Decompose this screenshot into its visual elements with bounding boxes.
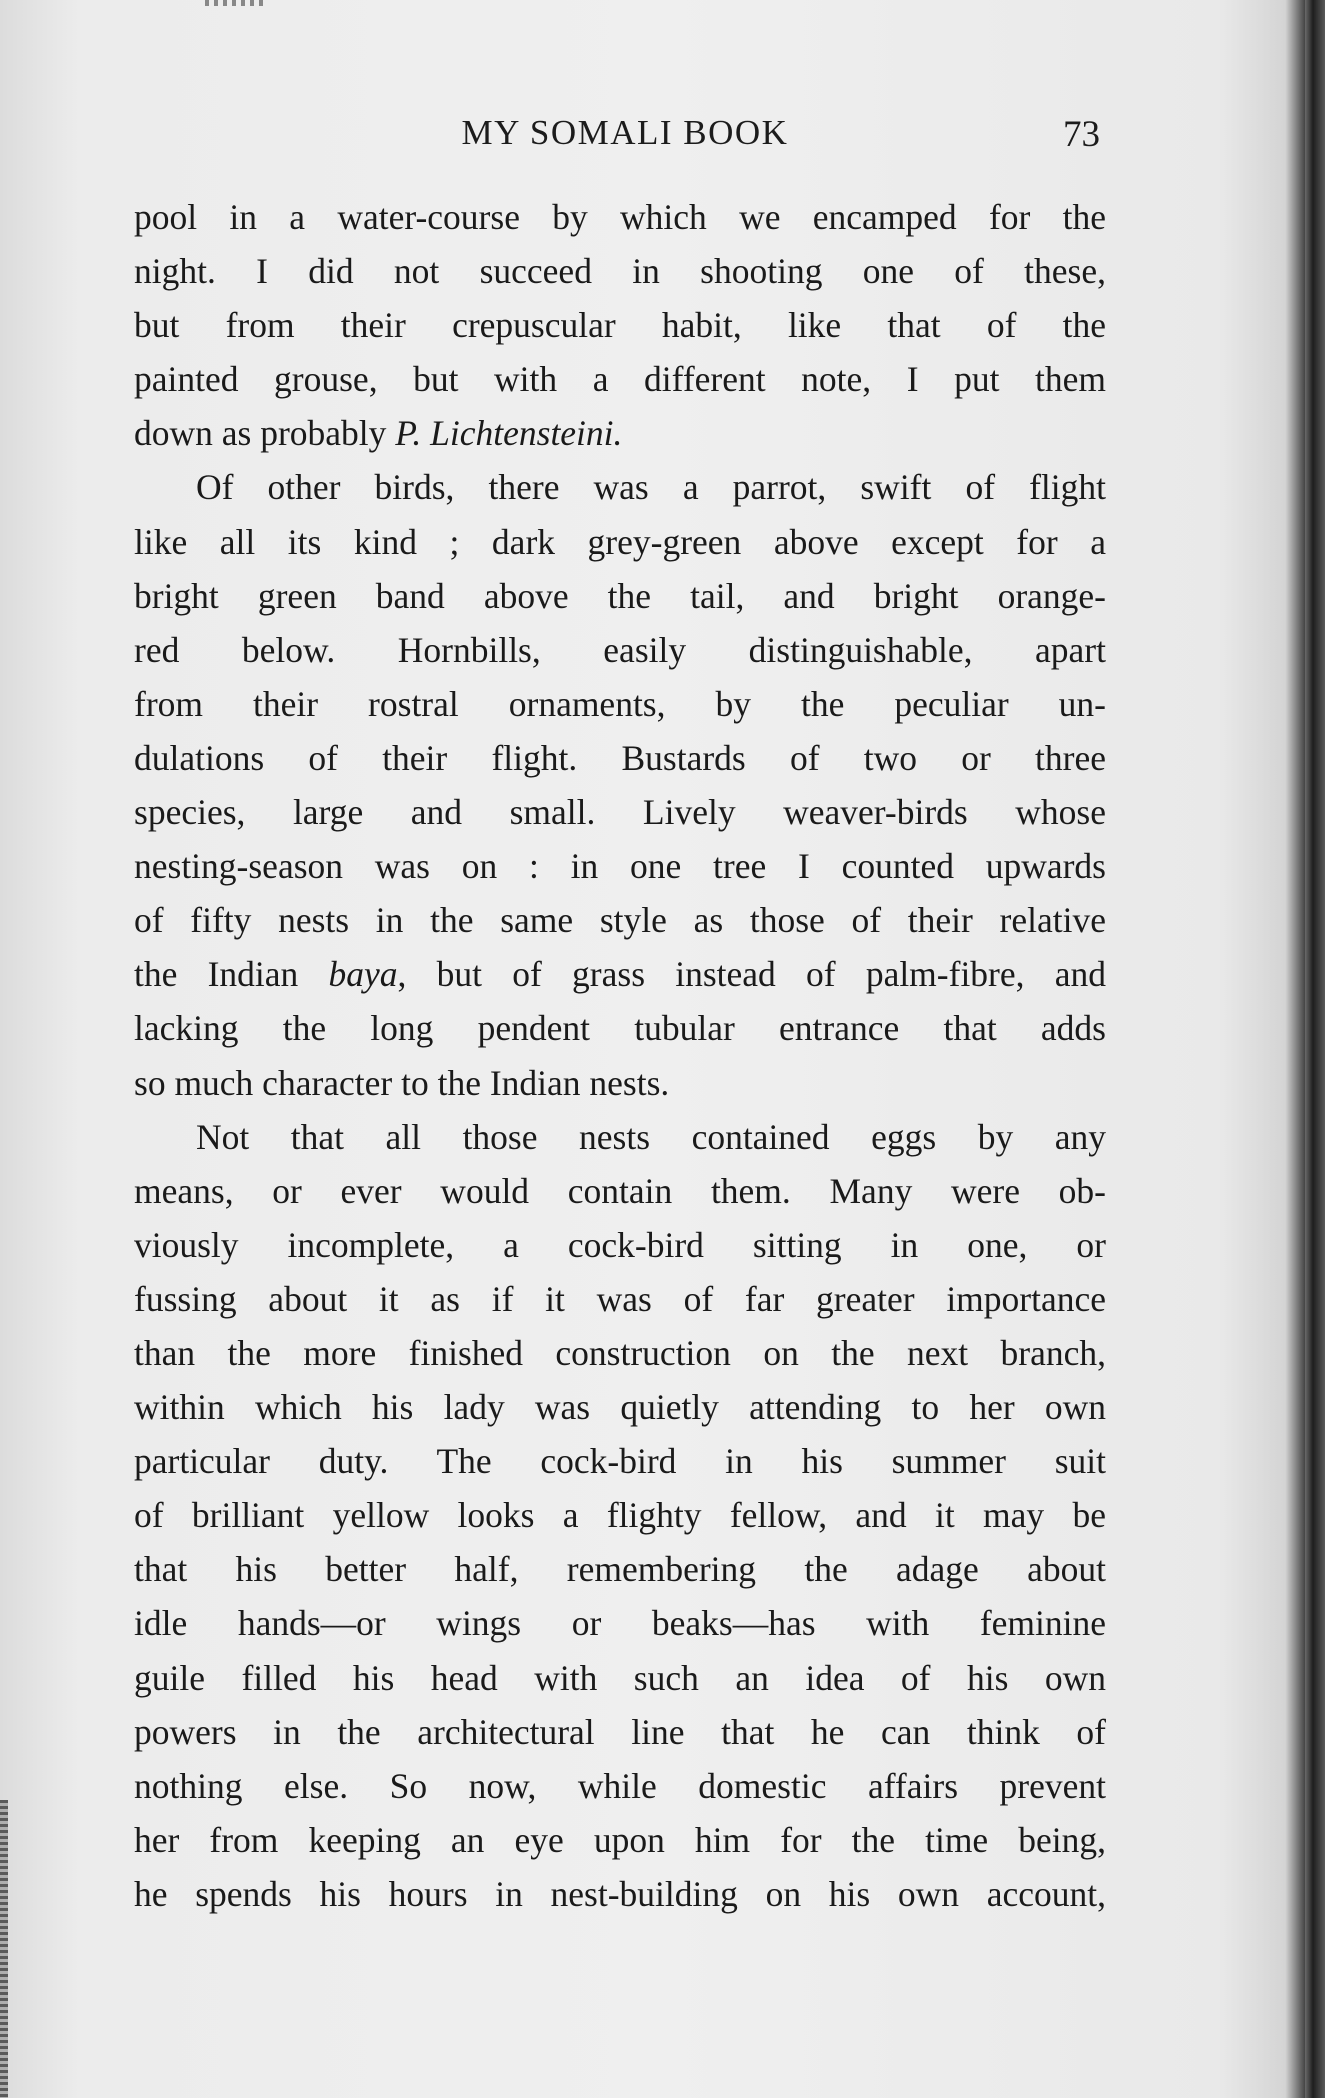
- species-name: P. Lichtensteini.: [395, 413, 623, 454]
- text-line: her from keeping an eye upon him for the time being,: [134, 1819, 1106, 1860]
- text-line: from their rostral ornaments, by the peculiar un-: [134, 683, 1106, 724]
- text-line: guile filled his head with such an idea of his own: [134, 1657, 1106, 1698]
- text-line: so much character to the Indian nests.: [134, 1062, 670, 1103]
- text-line: idle hands—or wings or beaks—has with feminine: [134, 1603, 1106, 1644]
- text-line: the Indian baya, but of grass instead of palm-fibre, and: [134, 954, 1106, 995]
- paragraph-1: [134, 190, 1106, 460]
- text-line: lacking the long pendent tubular entrance that adds: [134, 1008, 1106, 1049]
- text-line: painted grouse, but with a different note, I put them: [134, 359, 1106, 400]
- text-line: species, large and small. Lively weaver-birds whose: [134, 792, 1106, 833]
- text-line: of fifty nests in the same style as those of their relative: [134, 900, 1106, 941]
- text-line: red below. Hornbills, easily distinguishable, apart: [134, 629, 1106, 670]
- text-line: bright green band above the tail, and bright orange-: [134, 575, 1106, 616]
- text-line: viously incomplete, a cock-bird sitting in one, or: [134, 1224, 1106, 1265]
- running-head: MY SOMALI BOOK: [461, 113, 789, 152]
- paragraph-3: [134, 1110, 1106, 1921]
- text-line: down as probably P. Lichtensteini.: [134, 413, 623, 454]
- text-line: night. I did not succeed in shooting one of these,: [134, 251, 1106, 292]
- text-line: than the more finished construction on the next branch,: [134, 1332, 1106, 1373]
- italic-word: baya: [328, 954, 398, 995]
- text-line: of brilliant yellow looks a flighty fellow, and it may be: [134, 1495, 1106, 1536]
- text-line: but from their crepuscular habit, like that of the: [134, 305, 1106, 346]
- text-line: like all its kind ; dark grey-green above except for a: [134, 521, 1106, 562]
- text-line: pool in a water-course by which we encamped for the: [134, 197, 1106, 237]
- scan-mark: [205, 0, 265, 6]
- text-line: that his better half, remembering the adage about: [134, 1549, 1106, 1590]
- paragraph-2: [134, 460, 1106, 1109]
- text-line: Not that all those nests contained eggs by any: [196, 1116, 1106, 1157]
- text-line: particular duty. The cock-bird in his summer suit: [134, 1441, 1106, 1482]
- scan-edge-left: [0, 1800, 8, 2098]
- text-line: powers in the architectural line that he can think of: [134, 1711, 1106, 1752]
- text-line: dulations of their flight. Bustards of two or three: [134, 737, 1106, 778]
- text-line: fussing about it as if it was of far greater importance: [134, 1278, 1106, 1319]
- text-line: he spends his hours in nest-building on his own account,: [134, 1873, 1106, 1914]
- text-line: nothing else. So now, while domestic affairs prevent: [134, 1765, 1106, 1806]
- scan-edge-right: [1305, 0, 1325, 2098]
- text-line: means, or ever would contain them. Many were ob-: [134, 1170, 1106, 1211]
- page-header: [130, 113, 1100, 173]
- body-text: [134, 190, 1106, 1921]
- text-line: Of other birds, there was a parrot, swift of flight: [196, 467, 1106, 508]
- page-number: 73: [1063, 114, 1100, 155]
- text-line: nesting-season was on : in one tree I counted upwards: [134, 846, 1106, 887]
- text-line: within which his lady was quietly attending to her own: [134, 1387, 1106, 1428]
